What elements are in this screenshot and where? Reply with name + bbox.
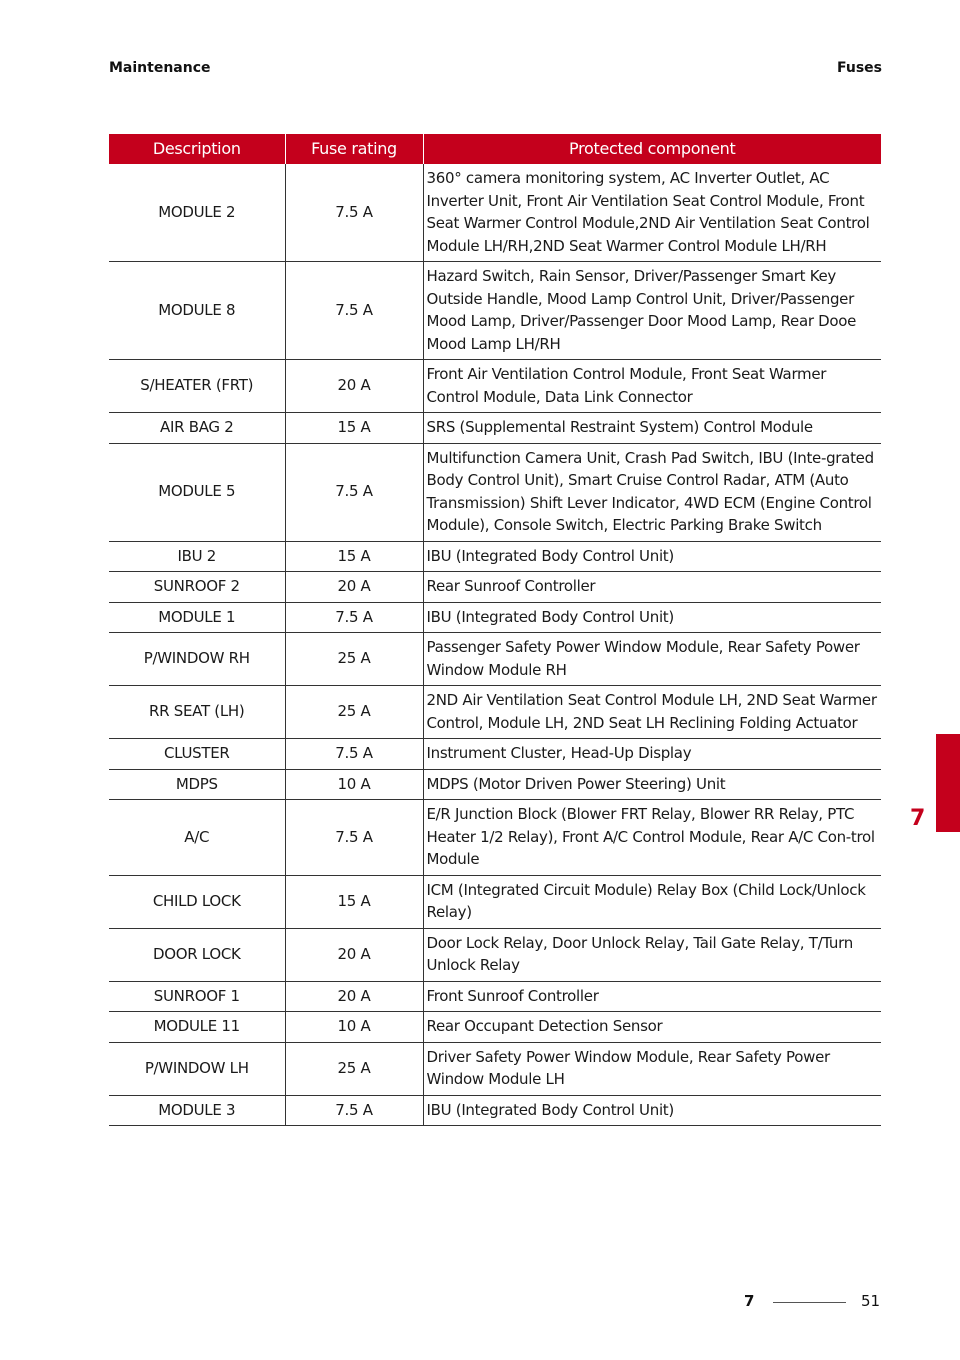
protected-component-cell: Instrument Cluster, Head-Up Display	[423, 739, 881, 770]
fuse-table-header	[109, 134, 881, 164]
table-row	[109, 602, 881, 633]
fuse-description-cell: MODULE 11	[109, 1012, 285, 1043]
protected-component-cell: IBU (Integrated Body Control Unit)	[423, 602, 881, 633]
header-protected-component: Protected component	[423, 134, 881, 164]
table-row	[109, 572, 881, 603]
fuse-rating-cell: 25 A	[285, 1042, 423, 1095]
fuse-rating-cell: 25 A	[285, 686, 423, 739]
fuse-description-cell: DOOR LOCK	[109, 928, 285, 981]
fuse-rating-cell: 7.5 A	[285, 602, 423, 633]
fuse-rating-cell: 7.5 A	[285, 262, 423, 360]
protected-component-cell: Hazard Switch, Rain Sensor, Driver/Passenger Smart Key Outside Handle, Mood Lamp Control Unit, Driver/Passenger Mood Lamp, Driver/Passenger Door Mood Lamp, Rear Dooe Mood Lamp LH/RH	[423, 262, 881, 360]
running-header-section: Maintenance	[109, 60, 211, 76]
fuse-rating-cell: 20 A	[285, 928, 423, 981]
header-fuse-rating: Fuse rating	[285, 134, 423, 164]
protected-component-cell: IBU (Integrated Body Control Unit)	[423, 1095, 881, 1126]
protected-component-cell: IBU (Integrated Body Control Unit)	[423, 541, 881, 572]
fuse-description-cell: CHILD LOCK	[109, 875, 285, 928]
protected-component-cell: Front Air Ventilation Control Module, Front Seat Warmer Control Module, Data Link Connector	[423, 360, 881, 413]
header-row	[109, 134, 881, 164]
fuse-description-cell: MODULE 3	[109, 1095, 285, 1126]
footer-divider	[773, 1302, 846, 1303]
fuse-description-cell: P/WINDOW RH	[109, 633, 285, 686]
table-row	[109, 928, 881, 981]
protected-component-cell: E/R Junction Block (Blower FRT Relay, Blower RR Relay, PTC Heater 1/2 Relay), Front A/C Control Module, Rear A/C Con-trol Module	[423, 800, 881, 876]
fuse-description-cell: CLUSTER	[109, 739, 285, 770]
fuse-rating-cell: 20 A	[285, 360, 423, 413]
protected-component-cell: Rear Sunroof Controller	[423, 572, 881, 603]
table-row	[109, 541, 881, 572]
footer-page-number: 51	[861, 1292, 881, 1310]
fuse-rating-cell: 15 A	[285, 875, 423, 928]
fuse-rating-cell: 10 A	[285, 769, 423, 800]
table-row	[109, 360, 881, 413]
fuse-rating-cell: 7.5 A	[285, 443, 423, 541]
fuse-description-cell: MDPS	[109, 769, 285, 800]
footer-chapter: 7	[744, 1292, 755, 1310]
fuse-rating-cell: 7.5 A	[285, 1095, 423, 1126]
fuse-description-cell: IBU 2	[109, 541, 285, 572]
table-row	[109, 633, 881, 686]
table-row	[109, 1012, 881, 1043]
fuse-description-cell: MODULE 1	[109, 602, 285, 633]
protected-component-cell: MDPS (Motor Driven Power Steering) Unit	[423, 769, 881, 800]
protected-component-cell: Front Sunroof Controller	[423, 981, 881, 1012]
fuse-rating-cell: 20 A	[285, 981, 423, 1012]
table-row	[109, 800, 881, 876]
protected-component-cell: Driver Safety Power Window Module, Rear Safety Power Window Module LH	[423, 1042, 881, 1095]
protected-component-cell: SRS (Supplemental Restraint System) Control Module	[423, 413, 881, 444]
fuse-description-cell: A/C	[109, 800, 285, 876]
table-row	[109, 686, 881, 739]
fuse-rating-cell: 20 A	[285, 572, 423, 603]
table-row	[109, 413, 881, 444]
fuse-rating-cell: 7.5 A	[285, 800, 423, 876]
table-row	[109, 1095, 881, 1126]
table-row	[109, 875, 881, 928]
fuse-description-cell: SUNROOF 2	[109, 572, 285, 603]
fuse-description-cell: RR SEAT (LH)	[109, 686, 285, 739]
protected-component-cell: 360° camera monitoring system, AC Inverter Outlet, AC Inverter Unit, Front Air Ventilation Seat Control Module, Front Seat Warmer Control Module,2ND Air Ventilation Seat Control Module LH/RH,2ND Seat Warmer Control Module LH/RH	[423, 164, 881, 262]
table-row	[109, 981, 881, 1012]
fuse-description-cell: AIR BAG 2	[109, 413, 285, 444]
fuse-description-cell: S/HEATER (FRT)	[109, 360, 285, 413]
table-row	[109, 164, 881, 262]
protected-component-cell: Multifunction Camera Unit, Crash Pad Switch, IBU (Inte-grated Body Control Unit), Smart Cruise Control Radar, ATM (Auto Transmission) Shift Lever Indicator, 4WD ECM (Engine Control Module), Console Switch, Electric Parking Brake Switch	[423, 443, 881, 541]
protected-component-cell: ICM (Integrated Circuit Module) Relay Box (Child Lock/Unlock Relay)	[423, 875, 881, 928]
fuse-description-cell: MODULE 8	[109, 262, 285, 360]
fuse-description-cell: MODULE 5	[109, 443, 285, 541]
fuse-rating-cell: 7.5 A	[285, 739, 423, 770]
fuse-description-cell: P/WINDOW LH	[109, 1042, 285, 1095]
protected-component-cell: Rear Occupant Detection Sensor	[423, 1012, 881, 1043]
fuse-table	[109, 134, 881, 1126]
header-description: Description	[109, 134, 285, 164]
fuse-description-cell: MODULE 2	[109, 164, 285, 262]
table-row	[109, 262, 881, 360]
chapter-side-number: 7	[910, 806, 926, 831]
fuse-rating-cell: 15 A	[285, 413, 423, 444]
fuse-table-body	[109, 164, 881, 1126]
table-row	[109, 1042, 881, 1095]
table-row	[109, 739, 881, 770]
table-row	[109, 769, 881, 800]
fuse-rating-cell: 7.5 A	[285, 164, 423, 262]
protected-component-cell: Door Lock Relay, Door Unlock Relay, Tail Gate Relay, T/Turn Unlock Relay	[423, 928, 881, 981]
fuse-description-cell: SUNROOF 1	[109, 981, 285, 1012]
fuse-rating-cell: 10 A	[285, 1012, 423, 1043]
fuse-rating-cell: 25 A	[285, 633, 423, 686]
fuse-rating-cell: 15 A	[285, 541, 423, 572]
protected-component-cell: 2ND Air Ventilation Seat Control Module LH, 2ND Seat Warmer Control, Module LH, 2ND Seat LH Reclining Folding Actuator	[423, 686, 881, 739]
chapter-side-tab	[936, 734, 960, 832]
running-header-topic: Fuses	[837, 60, 882, 76]
protected-component-cell: Passenger Safety Power Window Module, Rear Safety Power Window Module RH	[423, 633, 881, 686]
table-row	[109, 443, 881, 541]
